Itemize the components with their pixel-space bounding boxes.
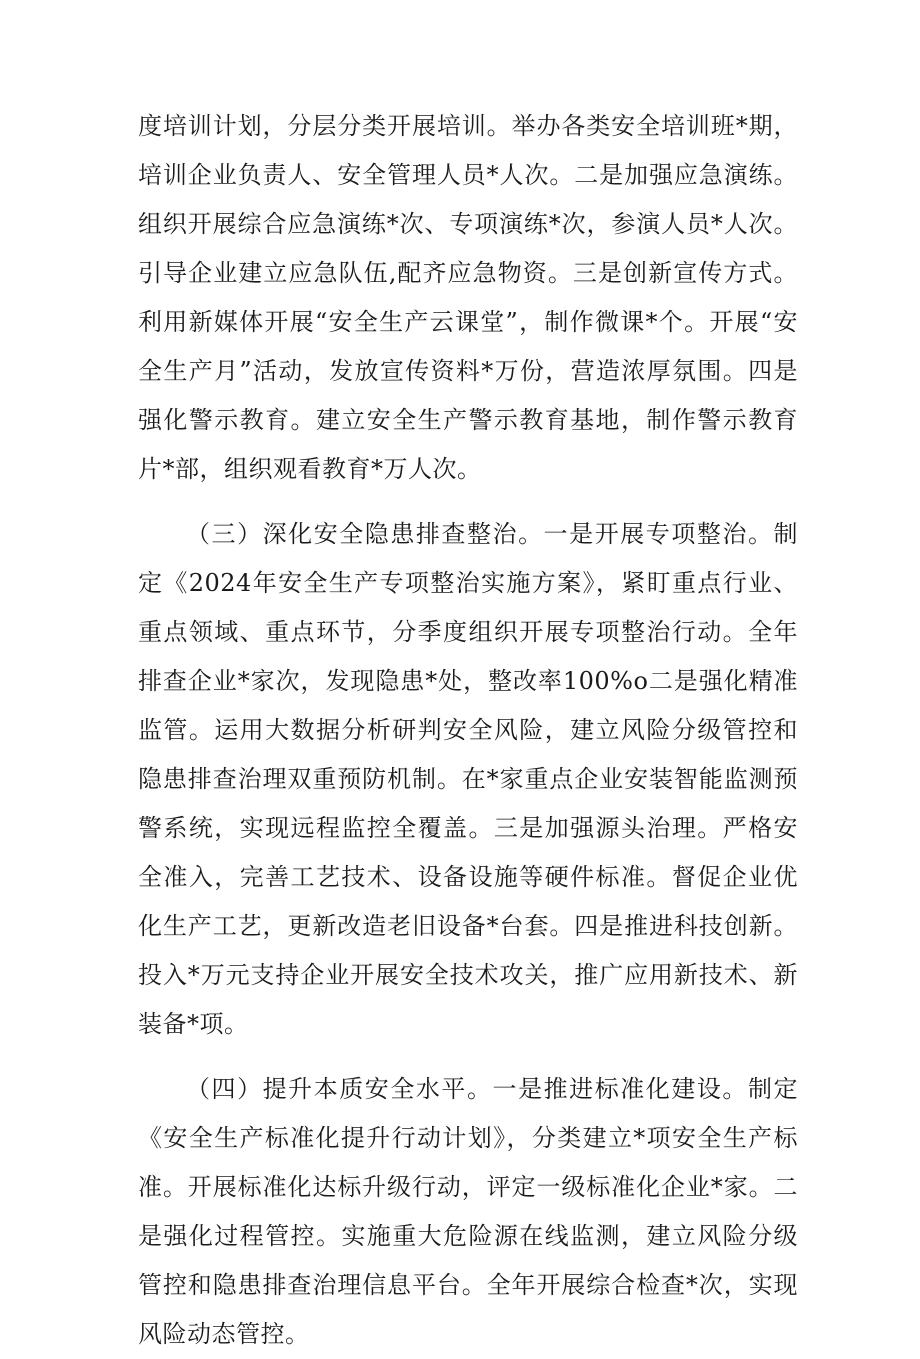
paragraph-intrinsic-safety: （四）提升本质安全水平。一是推进标准化建设。制定《安全生产标准化提升行动计划》，分类建立*项安全生产标准。开展标准化达标升级行动，评定一级标准化企业*家。二是强化过程管控。实施重大危险源在线监测，建立风险分级管控和隐患排查治理信息平台。全年开展综合检查*次，实现风险动态管控。 [138,1075,798,1348]
document-body [138,102,798,1359]
paragraph-training-drills: 度培训计划，分层分类开展培训。举办各类安全培训班*期，培训企业负责人、安全管理人员*人次。二是加强应急演练。组织开展综合应急演练*次、专项演练*次，参演人员*人次。引导企业建立应急队伍,配齐应急物资。三是创新宣传方式。利用新媒体开展“安全生产云课堂”，制作微课*个。开展“安全生产月”活动，发放宣传资料*万份，营造浓厚氛围。四是强化警示教育。建立安全生产警示教育基地，制作警示教育片*部，组织观看教育*万人次。 [138,112,798,483]
paragraph-hazard-inspection: （三）深化安全隐患排查整治。一是开展专项整治。制定《2024年安全生产专项整治实施方案》，紧盯重点行业、重点领域、重点环节，分季度组织开展专项整治行动。全年排查企业*家次，发现隐患*处，整改率100%o二是强化精准监管。运用大数据分析研判安全风险，建立风险分级管控和隐患排查治理双重预防机制。在*家重点企业安装智能监测预警系统，实现远程监控全覆盖。三是加强源头治理。严格安全准入，完善工艺技术、设备设施等硬件标准。督促企业优化生产工艺，更新改造老旧设备*台套。四是推进科技创新。投入*万元支持企业开展安全技术攻关，推广应用新技术、新装备*项。 [138,520,798,1038]
